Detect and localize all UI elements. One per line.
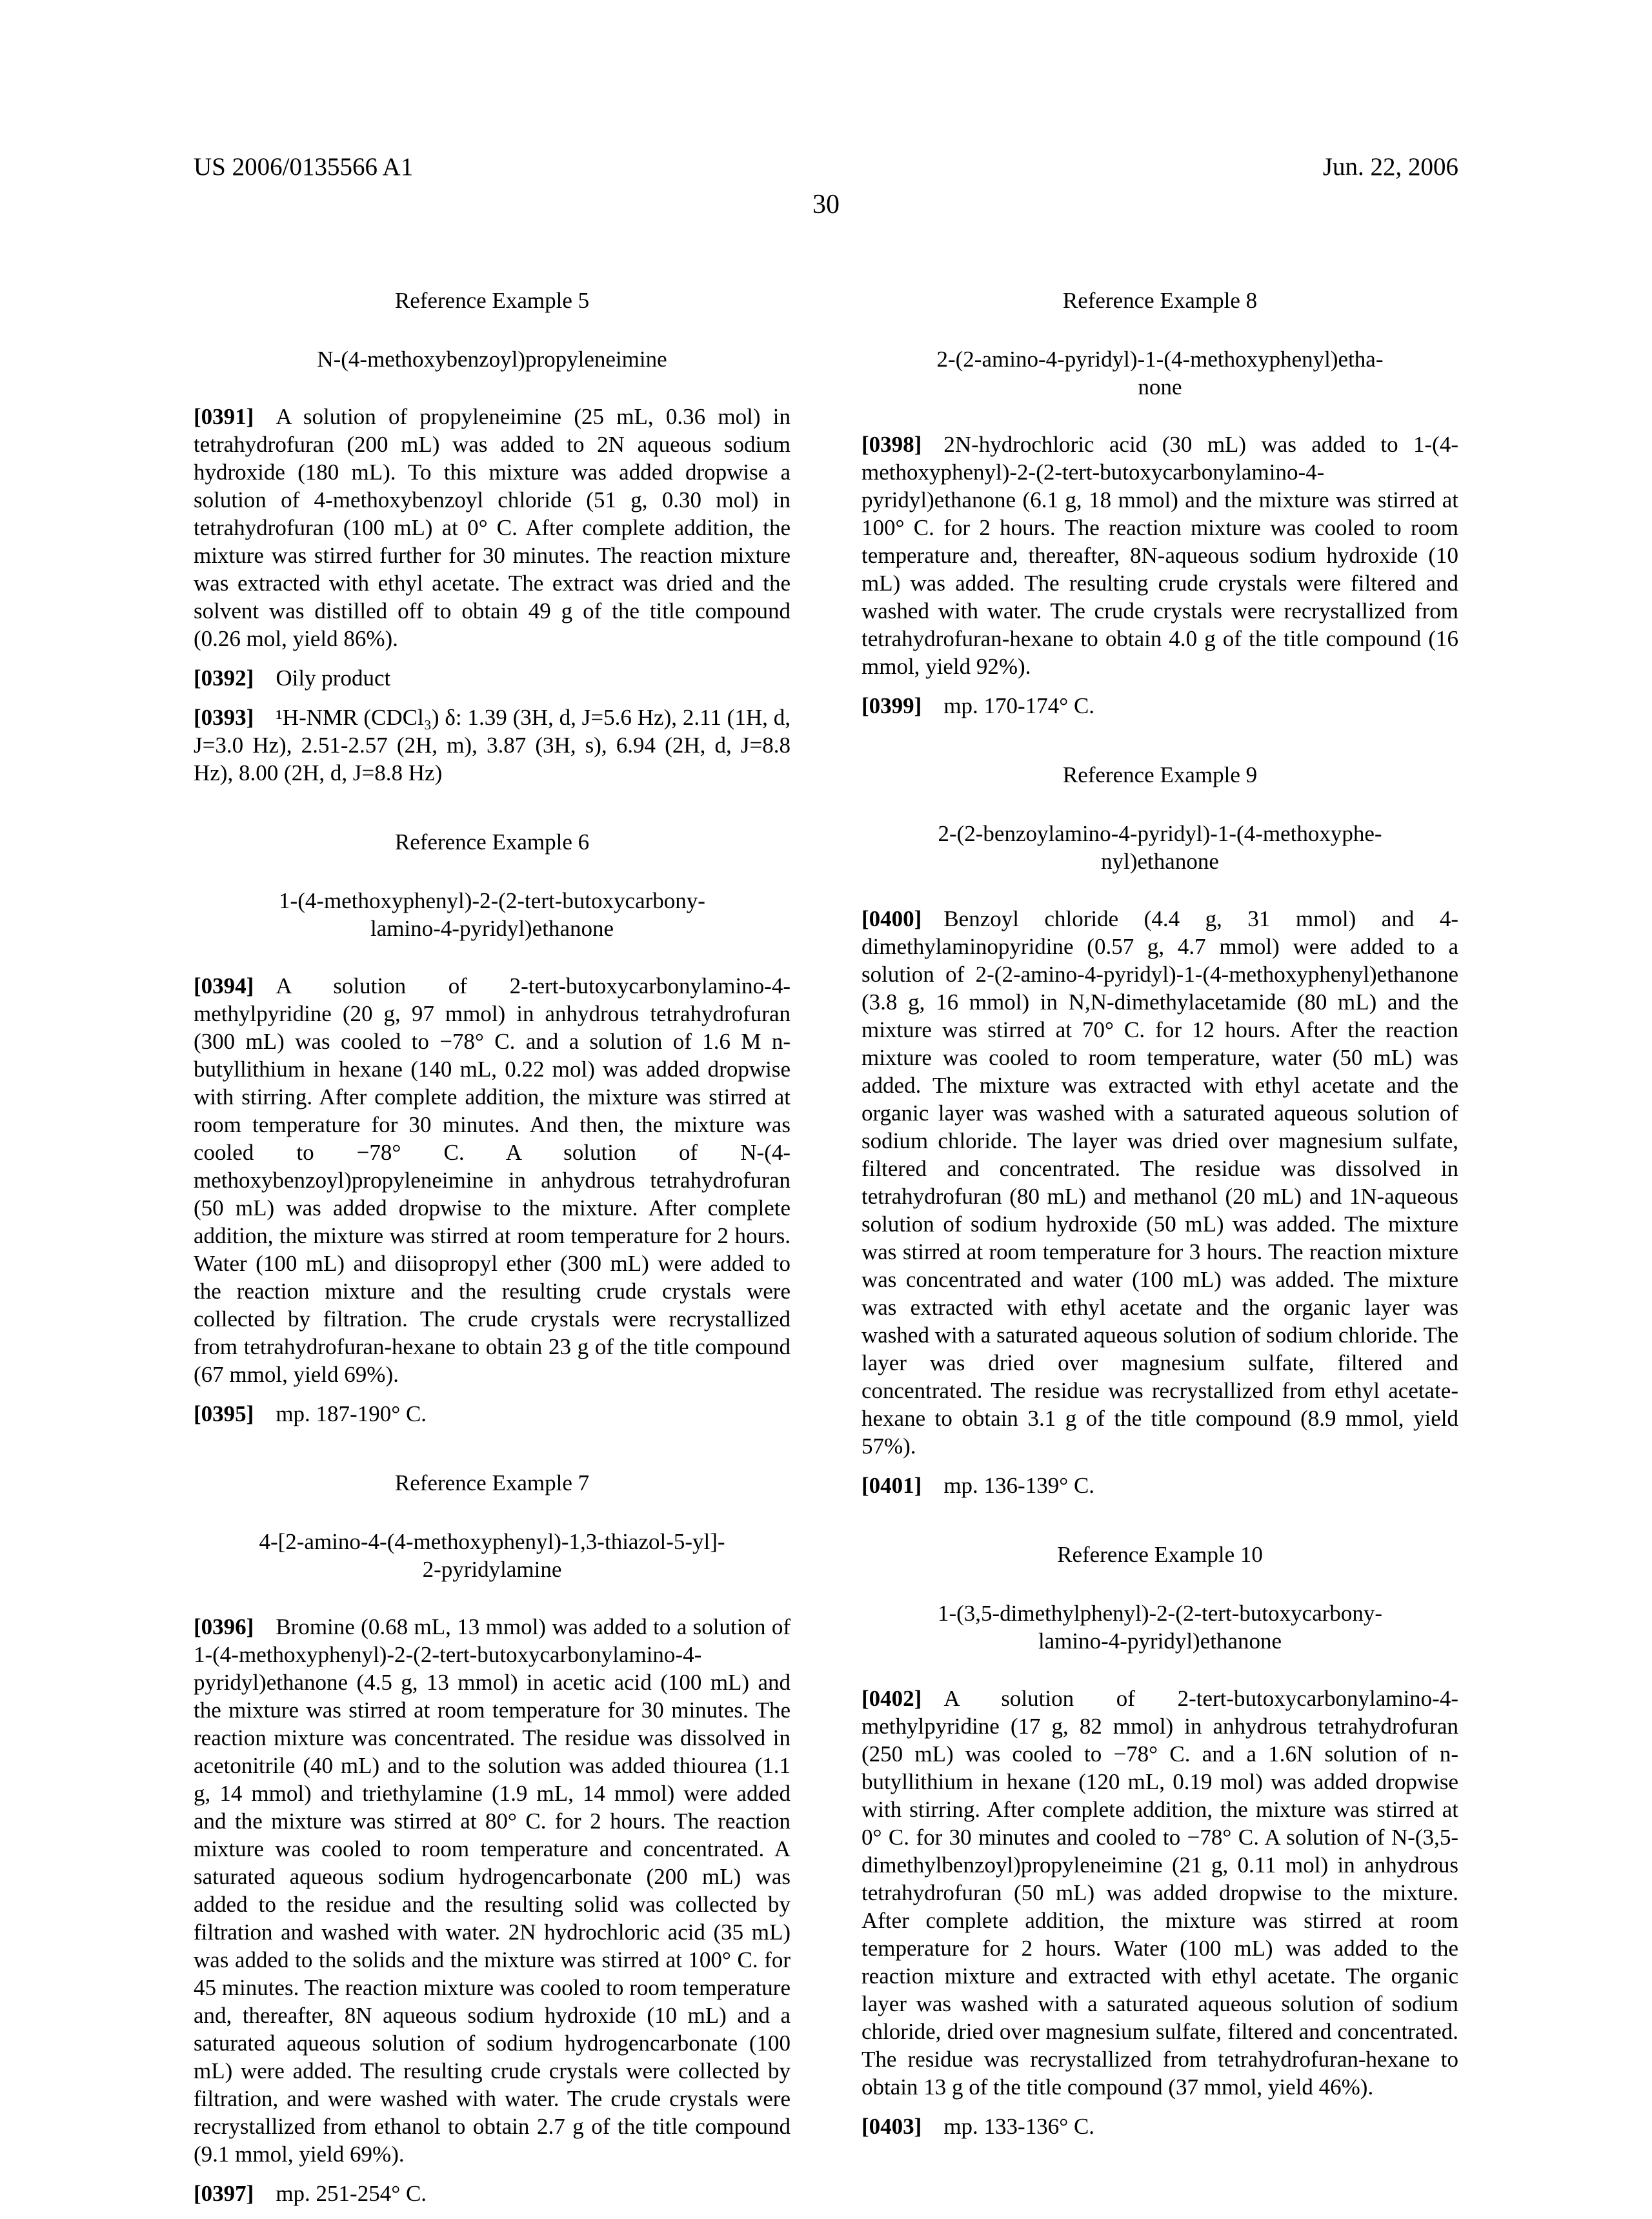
section-heading: Reference Example 5: [394, 288, 590, 313]
paragraph-0397: [194, 2180, 791, 2207]
publication-date: Jun. 22, 2006: [1322, 153, 1458, 181]
paragraph-number: [0403]: [861, 2114, 922, 2139]
paragraph-number: [0395]: [194, 1401, 254, 1426]
page-number: 30: [812, 190, 840, 219]
paragraph-text: mp. 251-254° C.: [276, 2181, 427, 2206]
paragraph-text: A solution of 2-tert-butoxycarbonylamino-4-methylpyridine (17 g, 82 mmol) in anhydrous tetrahydrofuran (250 mL) was cooled to −78° C. and a 1.6N solution of n-butyllithium in hexane (120 mL, 0.19 mol) was added dropwise with stirring. After complete addition, the mixture was stirred at 0° C. for 30 minutes and cooled to −78° C. A solution of N-(3,5-dimethylbenzoyl)propyleneimine (21 g, 0.11 mol) in anhydrous tetrahydrofuran (50 mL) was added dropwise to the mixture. After complete addition, the mixture was stirred at room temperature for 2 hours. Water (100 mL) was added to the reaction mixture and extracted with ethyl acetate. The organic layer was washed with a saturated aqueous solution of sodium chloride, dried over magnesium sulfate, filtered and concentrated. The residue was recrystallized from tetrahydrofuran-hexane to obtain 13 g of the title compound (37 mmol, yield 46%).: [861, 1686, 1458, 2100]
section-reference-example-8: [861, 287, 1458, 720]
section-reference-example-9: [861, 761, 1458, 1499]
paragraph-text: mp. 136-139° C.: [943, 1473, 1095, 1498]
section-reference-example-6: [194, 828, 791, 1428]
section-reference-example-5: [194, 287, 791, 787]
section-heading: Reference Example 10: [1057, 1542, 1263, 1567]
compound-title: 2-(2-benzoylamino-4-pyridyl)-1-(4-methoxyphe- nyl)ethanone: [938, 821, 1382, 874]
paragraph-0393: [194, 704, 791, 787]
paragraph-text: Benzoyl chloride (4.4 g, 31 mmol) and 4-dimethylaminopyridine (0.57 g, 4.7 mmol) were added to a solution of 2-(2-amino-4-pyridyl)-1-(4-methoxyphenyl)ethanone (3.8 g, 16 mmol) in N,N-dimethylacetamide (80 mL) and the mixture was stirred at 70° C. for 12 hours. After the reaction mixture was cooled to room temperature, water (50 mL) was added. The mixture was extracted with ethyl acetate and the organic layer was washed with a saturated aqueous solution of sodium chloride. The layer was dried over magnesium sulfate, filtered and concentrated. The residue was dissolved in tetrahydrofuran (80 mL) and methanol (20 mL) and 1N-aqueous solution of sodium hydroxide (50 mL) was added. The mixture was stirred at room temperature for 3 hours. The reaction mixture was concentrated and water (100 mL) was added. The mixture was extracted with ethyl acetate and the organic layer was washed with a saturated aqueous solution of sodium chloride. The layer was dried over magnesium sulfate, filtered and concentrated. The residue was recrystallized from ethyl acetate-hexane to obtain 3.1 g of the title compound (8.9 mmol, yield 57%).: [861, 906, 1458, 1459]
section-heading: Reference Example 7: [394, 1470, 590, 1495]
paragraph-0396: [194, 1613, 791, 2168]
section-reference-example-7: [194, 1469, 791, 2207]
right-column: [861, 287, 1458, 2219]
paragraph-text: mp. 187-190° C.: [276, 1401, 427, 1426]
section-heading: Reference Example 8: [1062, 288, 1258, 313]
paragraph-0395: [194, 1400, 791, 1428]
paragraph-number: [0402]: [861, 1686, 922, 1711]
compound-title: N-(4-methoxybenzoyl)propyleneimine: [317, 347, 667, 372]
paragraph-0402: [861, 1685, 1458, 2101]
paragraph-number: [0398]: [861, 432, 922, 457]
paragraph-number: [0394]: [194, 973, 254, 998]
section-reference-example-10: [861, 1541, 1458, 2140]
paragraph-text: mp. 133-136° C.: [943, 2114, 1095, 2139]
patent-publication-number: US 2006/0135566 A1: [194, 153, 414, 181]
paragraph-number: [0399]: [861, 693, 922, 718]
paragraph-text: 2N-hydrochloric acid (30 mL) was added to 1-(4-methoxyphenyl)-2-(2-tert-butoxycarbonylamino-4-pyridyl)ethanone (6.1 g, 18 mmol) and the mixture was stirred at 100° C. for 2 hours. The reaction mixture was cooled to room temperature and, thereafter, 8N-aqueous sodium hydroxide (10 mL) was added. The resulting crude crystals were filtered and washed with water. The crude crystals were recrystallized from tetrahydrofuran-hexane to obtain 4.0 g of the title compound (16 mmol, yield 92%).: [861, 432, 1458, 679]
compound-title: 4-[2-amino-4-(4-methoxyphenyl)-1,3-thiazol-5-yl]- 2-pyridylamine: [259, 1529, 725, 1582]
paragraph-0399: [861, 692, 1458, 720]
paragraph-text: A solution of propyleneimine (25 mL, 0.36 mol) in tetrahydrofuran (200 mL) was added to 2N aqueous sodium hydroxide (180 mL). To this mixture was added dropwise a solution of 4-methoxybenzoyl chloride (51 g, 0.30 mol) in tetrahydrofuran (100 mL) at 0° C. After complete addition, the mixture was stirred further for 30 minutes. The reaction mixture was extracted with ethyl acetate. The extract was dried and the solvent was distilled off to obtain 49 g of the title compound (0.26 mol, yield 86%).: [194, 404, 791, 651]
compound-title: 1-(3,5-dimethylphenyl)-2-(2-tert-butoxycarbony- lamino-4-pyridyl)ethanone: [937, 1601, 1383, 1654]
paragraph-text: Oily product: [276, 665, 391, 691]
compound-title: 1-(4-methoxyphenyl)-2-(2-tert-butoxycarbony- lamino-4-pyridyl)ethanone: [279, 888, 705, 941]
paragraph-0403: [861, 2113, 1458, 2140]
paragraph-number: [0392]: [194, 665, 254, 691]
paragraph-number: [0400]: [861, 906, 922, 931]
page-body: [194, 287, 1458, 2219]
paragraph-text: Bromine (0.68 mL, 13 mmol) was added to a solution of 1-(4-methoxyphenyl)-2-(2-tert-butoxycarbonylamino-4-pyridyl)ethanone (4.5 g, 13 mmol) in acetic acid (100 mL) and the mixture was stirred at room temperature for 30 minutes. The reaction mixture was concentrated. The residue was dissolved in acetonitrile (40 mL) and to the solution was added thiourea (1.1 g, 14 mmol) and triethylamine (1.9 mL, 14 mmol) were added and the mixture was stirred at 80° C. for 2 hours. The reaction mixture was cooled to room temperature and concentrated. A saturated aqueous sodium hydrogencarbonate (200 mL) was added to the residue and the resulting solid was collected by filtration and washed with water. 2N hydrochloric acid (35 mL) was added to the solids and the mixture was stirred at 100° C. for 45 minutes. The reaction mixture was cooled to room temperature and, thereafter, 8N aqueous sodium hydroxide (10 mL) and a saturated aqueous solution of sodium hydrogencarbonate (100 mL) were added. The resulting crude crystals were collected by filtration, and were washed with water. The crude crystals were recrystallized from ethanol to obtain 2.7 g of the title compound (9.1 mmol, yield 69%).: [194, 1614, 791, 2167]
paragraph-number: [0393]: [194, 705, 254, 730]
paragraph-0394: [194, 972, 791, 1388]
paragraph-0391: [194, 403, 791, 653]
section-heading: Reference Example 9: [1062, 762, 1258, 787]
paragraph-number: [0401]: [861, 1473, 922, 1498]
section-heading: Reference Example 6: [394, 829, 590, 855]
paragraph-text: mp. 170-174° C.: [943, 693, 1095, 718]
paragraph-number: [0397]: [194, 2181, 254, 2206]
paragraph-0392: [194, 664, 791, 692]
paragraph-text: ¹H-NMR (CDCl₃) δ: 1.39 (3H, d, J=5.6 Hz), 2.11 (1H, d, J=3.0 Hz), 2.51-2.57 (2H, m), 3.87 (3H, s), 6.94 (2H, d, J=8.8 Hz), 8.00 (2H, d, J=8.8 Hz): [194, 705, 791, 785]
paragraph-0400: [861, 905, 1458, 1460]
compound-title: 2-(2-amino-4-pyridyl)-1-(4-methoxyphenyl)etha- none: [936, 347, 1384, 400]
left-column: [194, 287, 791, 2219]
paragraph-number: [0396]: [194, 1614, 254, 1639]
paragraph-0401: [861, 1472, 1458, 1499]
paragraph-text: A solution of 2-tert-butoxycarbonylamino-4-methylpyridine (20 g, 97 mmol) in anhydrous tetrahydrofuran (300 mL) was cooled to −78° C. and a solution of 1.6 M n-butyllithium in hexane (140 mL, 0.22 mol) was added dropwise with stirring. After complete addition, the mixture was stirred at room temperature for 30 minutes. And then, the mixture was cooled to −78° C. A solution of N-(4-methoxybenzoyl)propyleneimine in anhydrous tetrahydrofuran (50 mL) was added dropwise to the mixture. After complete addition, the mixture was stirred at room temperature for 2 hours. Water (100 mL) and diisopropyl ether (300 mL) were added to the reaction mixture and the resulting crude crystals were collected by filtration. The crude crystals were recrystallized from tetrahydrofuran-hexane to obtain 23 g of the title compound (67 mmol, yield 69%).: [194, 973, 791, 1387]
paragraph-0398: [861, 431, 1458, 680]
page-header: [194, 152, 1458, 182]
paragraph-number: [0391]: [194, 404, 254, 429]
